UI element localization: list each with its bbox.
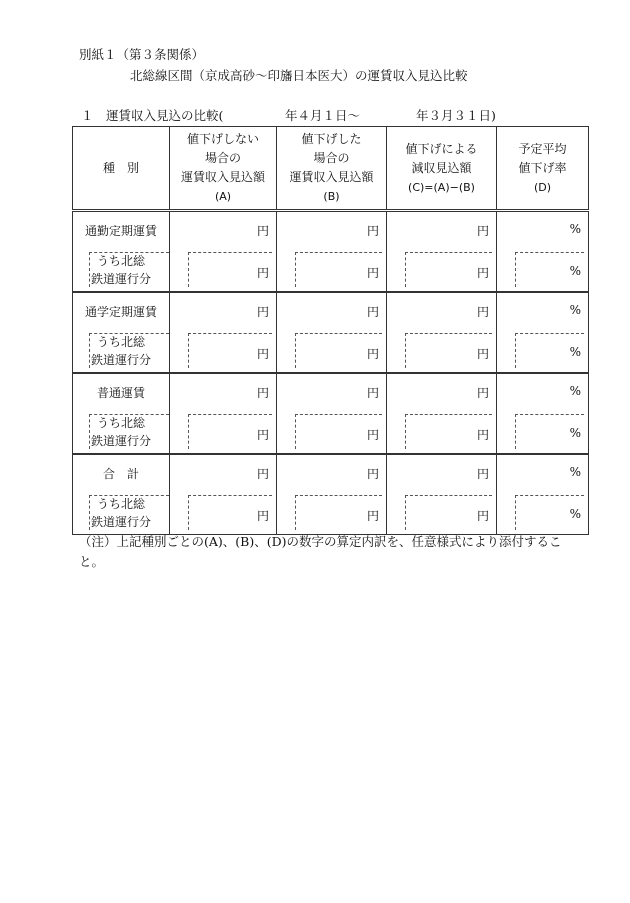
row-category: 通勤定期運賃 bbox=[73, 211, 170, 250]
value-a-cell[interactable]: 円 bbox=[170, 292, 277, 330]
row-category: 普通運賃 bbox=[73, 373, 170, 411]
sub-value-b-cell[interactable]: 円 bbox=[277, 492, 387, 535]
row-subcategory: うち北総 鉄道運行分 bbox=[73, 249, 170, 292]
sub-value-b-cell[interactable]: 円 bbox=[277, 411, 387, 454]
value-b-cell[interactable]: 円 bbox=[277, 211, 387, 250]
value-b-cell[interactable]: 円 bbox=[277, 292, 387, 330]
sub-value-d-cell[interactable]: % bbox=[497, 249, 589, 292]
value-b-cell[interactable]: 円 bbox=[277, 373, 387, 411]
table-row bbox=[73, 211, 589, 250]
header-a: 値下げしない 場合の 運賃収入見込額 (A) bbox=[170, 127, 277, 211]
header-kind: 種 別 bbox=[73, 127, 170, 211]
row-subcategory: うち北総 鉄道運行分 bbox=[73, 492, 170, 535]
value-a-cell[interactable]: 円 bbox=[170, 373, 277, 411]
table-row bbox=[73, 454, 589, 492]
section-number: １ bbox=[81, 108, 94, 123]
value-d-cell[interactable]: % bbox=[497, 292, 589, 330]
row-subcategory: うち北総 鉄道運行分 bbox=[73, 330, 170, 373]
value-d-cell[interactable]: % bbox=[497, 454, 589, 492]
sub-value-a-cell[interactable]: 円 bbox=[170, 249, 277, 292]
value-d-cell[interactable]: % bbox=[497, 211, 589, 250]
table-row bbox=[73, 249, 589, 292]
table-row bbox=[73, 292, 589, 330]
value-d-cell[interactable]: % bbox=[497, 373, 589, 411]
period-start: 年４月１日〜 bbox=[285, 108, 361, 123]
row-category: 合 計 bbox=[73, 454, 170, 492]
sub-value-d-cell[interactable]: % bbox=[497, 492, 589, 535]
sub-value-c-cell[interactable]: 円 bbox=[387, 492, 497, 535]
table-row bbox=[73, 373, 589, 411]
sub-value-a-cell[interactable]: 円 bbox=[170, 492, 277, 535]
table-row bbox=[73, 492, 589, 535]
document-title: 北総線区間（京成高砂〜印旛日本医大）の運賃収入見込比較 bbox=[130, 68, 468, 83]
value-c-cell[interactable]: 円 bbox=[387, 454, 497, 492]
sub-value-a-cell[interactable]: 円 bbox=[170, 330, 277, 373]
sub-value-c-cell[interactable]: 円 bbox=[387, 330, 497, 373]
value-c-cell[interactable]: 円 bbox=[387, 373, 497, 411]
footnote: （注）上記種別ごとの(A)、(B)、(D)の数字の算定内訳を、任意様式により添付すること。 bbox=[79, 534, 562, 569]
revenue-comparison-table bbox=[72, 126, 589, 535]
period-end: 年３月３１日) bbox=[416, 108, 496, 123]
header-b: 値下げした 場合の 運賃収入見込額 (B) bbox=[277, 127, 387, 211]
section-label: 運賃収入見込の比較( bbox=[106, 108, 224, 123]
value-b-cell[interactable]: 円 bbox=[277, 454, 387, 492]
appendix-label: 別紙１（第３条関係） bbox=[79, 47, 205, 62]
row-category: 通学定期運賃 bbox=[73, 292, 170, 330]
value-a-cell[interactable]: 円 bbox=[170, 211, 277, 250]
sub-value-b-cell[interactable]: 円 bbox=[277, 330, 387, 373]
sub-value-c-cell[interactable]: 円 bbox=[387, 249, 497, 292]
value-c-cell[interactable]: 円 bbox=[387, 292, 497, 330]
table-row bbox=[73, 330, 589, 373]
sub-value-d-cell[interactable]: % bbox=[497, 330, 589, 373]
sub-value-a-cell[interactable]: 円 bbox=[170, 411, 277, 454]
sub-value-c-cell[interactable]: 円 bbox=[387, 411, 497, 454]
sub-value-d-cell[interactable]: % bbox=[497, 411, 589, 454]
value-a-cell[interactable]: 円 bbox=[170, 454, 277, 492]
table-row bbox=[73, 411, 589, 454]
header-c: 値下げによる 減収見込額 (C)=(A)−(B) bbox=[387, 127, 497, 211]
value-c-cell[interactable]: 円 bbox=[387, 211, 497, 250]
sub-value-b-cell[interactable]: 円 bbox=[277, 249, 387, 292]
header-d: 予定平均 値下げ率 (D) bbox=[497, 127, 589, 211]
row-subcategory: うち北総 鉄道運行分 bbox=[73, 411, 170, 454]
